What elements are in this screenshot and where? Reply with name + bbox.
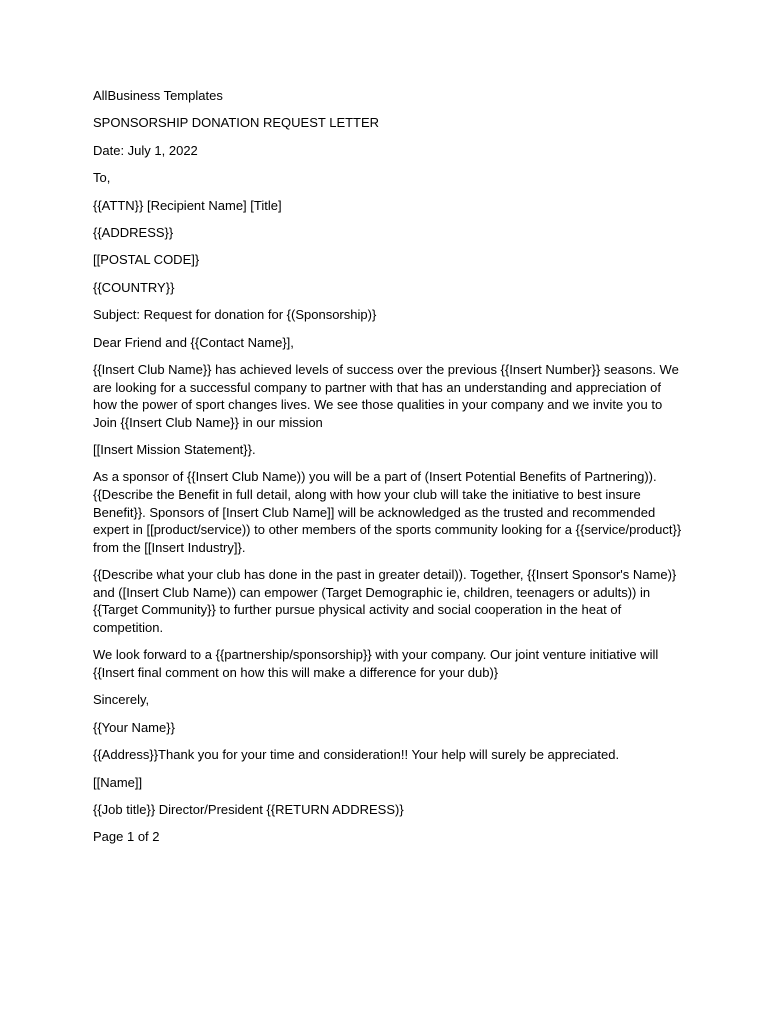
mission-statement-line: [[Insert Mission Statement}}.	[93, 442, 256, 458]
to-line: To,	[93, 170, 111, 186]
salutation: Dear Friend and {{Contact Name}],	[93, 334, 294, 350]
name-line: [[Name]]	[93, 774, 143, 790]
job-title-line: {{Job title}} Director/President {{RETURN ADDRESS)}	[93, 801, 404, 817]
paragraph-intro: {{Insert Club Name}} has achieved levels of success over the previous {{Insert Number}} seasons. We are looking for a successful company to partner with that has an understanding and appreciation of how the power of sport changes lives. We see those qualities in your company and we invite you to Join {{Insert Club Name}} in our mission	[93, 361, 679, 430]
page-number: Page 1 of 2	[93, 829, 160, 845]
subject-line: Subject: Request for donation for {(Sponsorship)}	[93, 307, 377, 323]
closing-line: Sincerely,	[93, 692, 150, 708]
letter-title: SPONSORSHIP DONATION REQUEST LETTER	[93, 115, 380, 131]
paragraph-benefits: As a sponsor of {{Insert Club Name)) you will be a part of (Insert Potential Benefits of Partnering)). {{Describe the Benefit in full detail, along with how your club will take the initiative to best insure Benefit}}. Sponsors of [Insert Club Name]] will be acknowledged as the trusted and recommended expert in [[product/service)) to other members of the sports community looking for a {{service/product}} from the [[Insert Industry]}.	[93, 469, 682, 555]
date-line: Date: July 1, 2022	[93, 142, 198, 158]
address-line: {{ADDRESS}}	[93, 224, 174, 240]
paragraph-history: {{Describe what your club has done in the past in greater detail)). Together, {{Insert Sponsor's Name)} and ([Insert Club Name)) can empower (Target Demographic ie, children, teenagers or adults)) in {{Target Community}} to further pursue physical activity and social cooperation in the heat of competition.	[93, 567, 677, 636]
attn-line: {{ATTN}} [Recipient Name] [Title]	[93, 197, 282, 213]
address-thanks-line: {{Address}}Thank you for your time and consideration!! Your help will surely be appreciated.	[93, 747, 620, 763]
your-name-line: {{Your Name}}	[93, 719, 175, 735]
letter-body	[93, 87, 683, 856]
brand-line: AllBusiness Templates	[93, 88, 223, 103]
paragraph-closing-remarks: We look forward to a {{partnership/sponsorship}} with your company. Our joint venture initiative will {{Insert final comment on how this will make a difference for your dub)}	[93, 647, 659, 680]
postal-code-line: [[POSTAL CODE]}	[93, 252, 200, 268]
country-line: {{COUNTRY}}	[93, 279, 175, 295]
